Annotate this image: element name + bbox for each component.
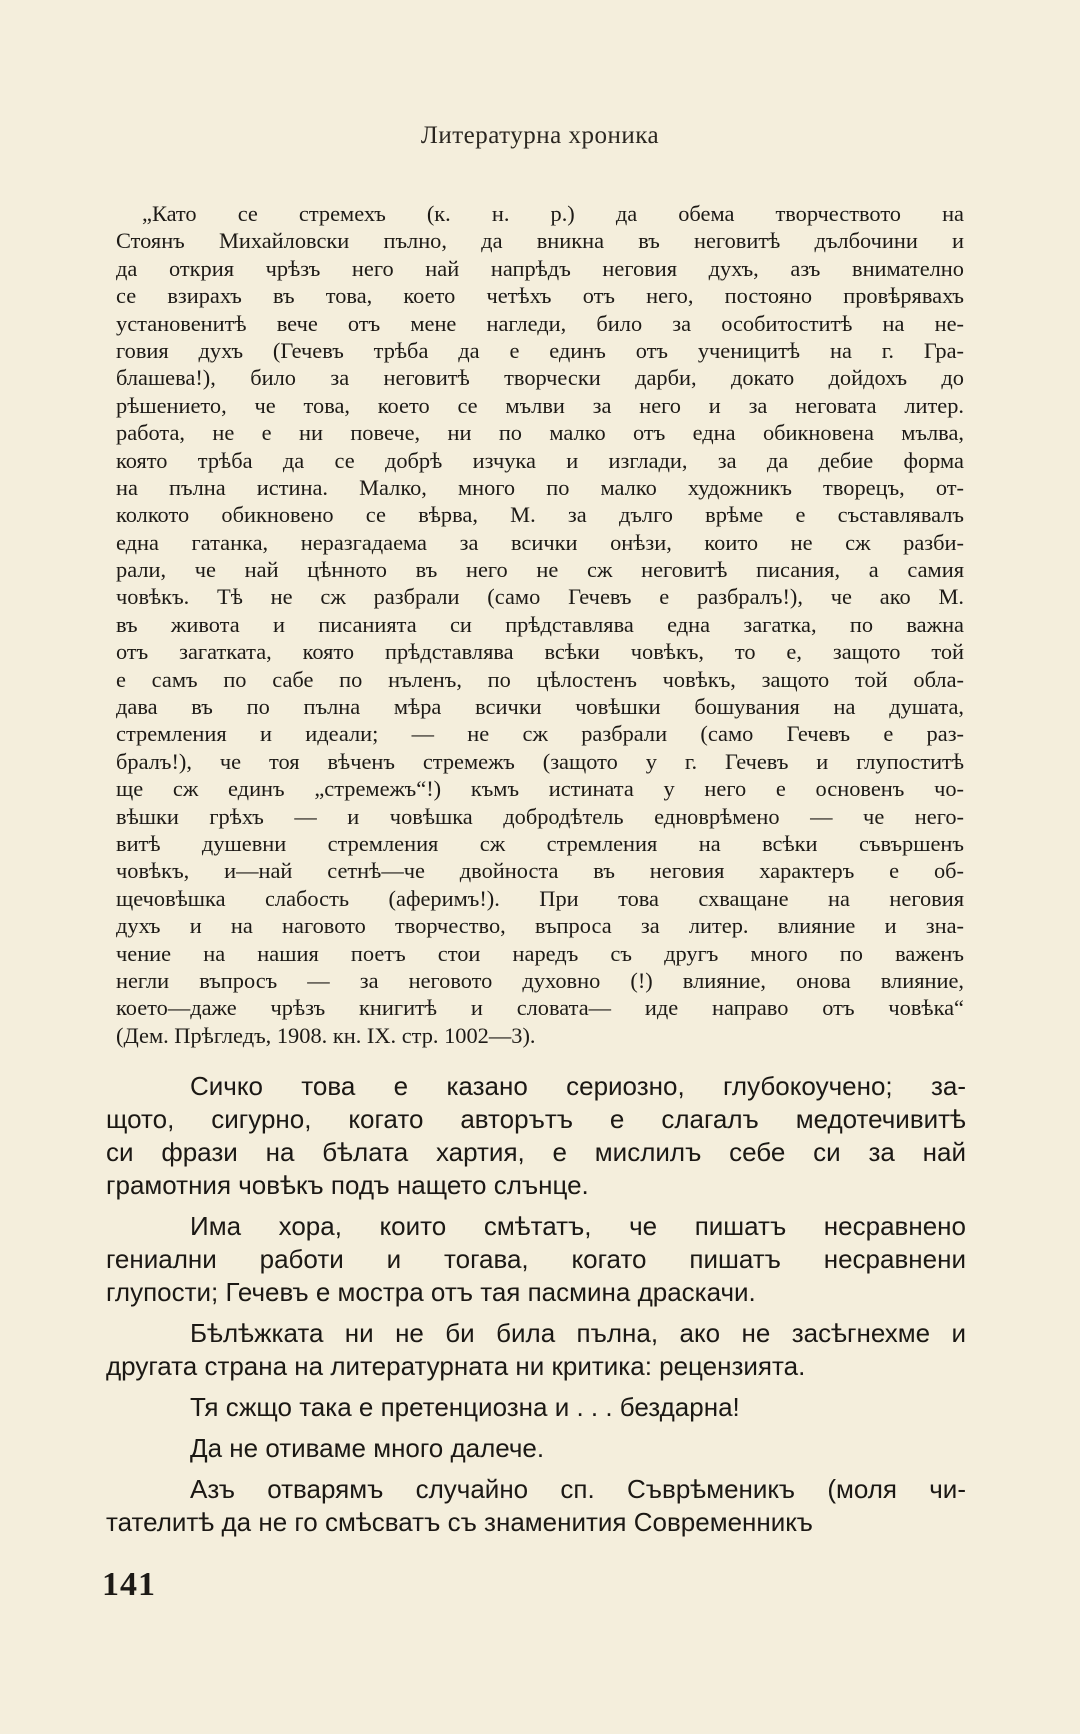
quote-line: витѣ душевни стремления сж стремления на всѣки съвършенъ [116, 830, 964, 856]
paragraph-line: Тя сжщо така е претенциозна и . . . бездарна! [190, 1392, 740, 1422]
quote-line: рали, че най цѣнното въ него не сж неговитѣ писания, а самия [116, 557, 964, 583]
quote-line: се взирахъ въ това, което четѣхъ отъ него, постояно провѣрявахъ [116, 283, 964, 309]
quote-line: дава въ по пълна мѣра всички човѣшки бошувания на душата, [116, 694, 964, 720]
paragraph-gap [106, 1465, 966, 1473]
quote-line: установенитѣ вече отъ мене нагледи, било за особитоститѣ на не- [116, 310, 964, 336]
quote-line: вѣшки грѣхъ — и човѣшка добродѣтель едноврѣмено — че него- [116, 803, 964, 829]
quote-line: човѣкъ, и—най сетнѣ—че двойноста въ неговия характеръ е об- [116, 858, 964, 884]
quote-line: е самъ по сабе по нъленъ, по цѣлостенъ човѣкъ, защото той обла- [116, 666, 964, 692]
quote-line: работа, не е ни повече, ни по малко отъ една обикновена мълва, [116, 420, 964, 446]
quote-line: ще сж единъ „стремежъ“!) къмъ истината у него е основенъ чо- [116, 776, 964, 802]
paragraph-gap [106, 1424, 966, 1432]
paragraph-line: гениални работи и тогава, когато пишатъ несравнени [106, 1244, 966, 1274]
quote-line: на пълна истина. Малко, много по малко художникъ творецъ, от- [116, 474, 964, 500]
quote-line: която трѣба да се добрѣ изчука и изглади, за да дебие форма [116, 447, 964, 473]
paragraph-line: грамотния човѣкъ подъ нащето слънце. [106, 1170, 589, 1200]
paragraph-gap [106, 1309, 966, 1317]
quote-line: чение на нашия поетъ стои наредъ съ другъ много по важенъ [116, 940, 964, 966]
paragraph-line: Бѣлѣжката ни не би била пълна, ако не засѣгнехме и [190, 1318, 966, 1348]
quote-line: бралъ!), че тоя вѣченъ стремежъ (защото у г. Гечевъ и глупоститѣ [116, 748, 964, 774]
quote-line: една гатанка, неразгадаема за всички онѣзи, които не сж разби- [116, 529, 964, 555]
body-text [106, 1070, 966, 1539]
paragraph-line: Има хора, които смѣтатъ, че пишатъ несравнено [190, 1211, 966, 1241]
quoted-passage [116, 200, 964, 1049]
paragraph-line: другата страна на литературната ни критика: рецензията. [106, 1351, 806, 1381]
paragraph-line: си фрази на бѣлата хартия, е мислилъ себе си за най [106, 1137, 966, 1167]
quote-line: да открия чрѣзъ него най напрѣдъ неговия духъ, азъ внимателно [116, 255, 964, 281]
paragraph-line: Азъ отварямъ случайно сп. Съврѣменикъ (моля чи- [190, 1474, 966, 1504]
paragraph-line: Сичко това е казано сериозно, глубокоучено; за- [190, 1071, 966, 1101]
paragraph-gap [106, 1383, 966, 1391]
quote-line: човѣкъ. Тѣ не сж разбрали (само Гечевъ е разбралъ!), че ако М. [116, 584, 964, 610]
paragraph-line: Да не отиваме много далече. [190, 1433, 545, 1463]
quote-line: негли въпросъ — за неговото духовно (!) влияние, онова влияние, [116, 967, 964, 993]
quote-line: говия духъ (Гечевъ трѣба да е единъ отъ ученицитѣ на г. Гра- [116, 337, 964, 363]
quote-line: отъ загатката, която прѣдставлява всѣки човѣкъ, то е, защото той [116, 639, 964, 665]
running-header: Литературна хроника [420, 122, 660, 149]
paragraph-line: щото, сигурно, когато авторътъ е слагалъ медотечивитѣ [106, 1104, 966, 1134]
quote-line: (Дем. Прѣгледъ, 1908. кн. IX. стр. 1002—3). [116, 1022, 536, 1048]
quote-line: което—даже чрѣзъ книгитѣ и словата— иде направо отъ човѣка“ [116, 995, 964, 1021]
quote-line: рѣшението, че това, което се мълви за него и за неговата литер. [116, 392, 964, 418]
paragraph-gap [106, 1202, 966, 1210]
paragraph-line: тателитѣ да не го смѣсватъ съ знаменития Современникъ [106, 1507, 813, 1537]
quote-line: „Като се стремехъ (к. н. р.) да обема творчеството на [142, 201, 964, 226]
quote-line: щечовѣшка слабость (аферимъ!). При това схващане на неговия [116, 885, 964, 911]
quote-line: Стоянъ Михайловски пълно, да вникна въ неговитѣ дълбочини и [116, 228, 964, 254]
quote-line: стремления и идеали; — не сж разбрали (само Гечевъ е раз- [116, 721, 964, 747]
page-number: 141 [102, 1566, 156, 1603]
quote-line: духъ и на наговото творчество, въпроса за литер. влияние и зна- [116, 913, 964, 939]
quote-line: въ живота и писанията си прѣдставлява една загатка, по важна [116, 611, 964, 637]
quote-line: колкото обикновено се вѣрва, М. за дълго врѣме е съставлявалъ [116, 502, 964, 528]
quote-line: блашева!), било за неговитѣ творчески дарби, докато дойдохъ до [116, 365, 964, 391]
paragraph-line: глупости; Гечевъ е мостра отъ тая пасмина драскачи. [106, 1277, 756, 1307]
